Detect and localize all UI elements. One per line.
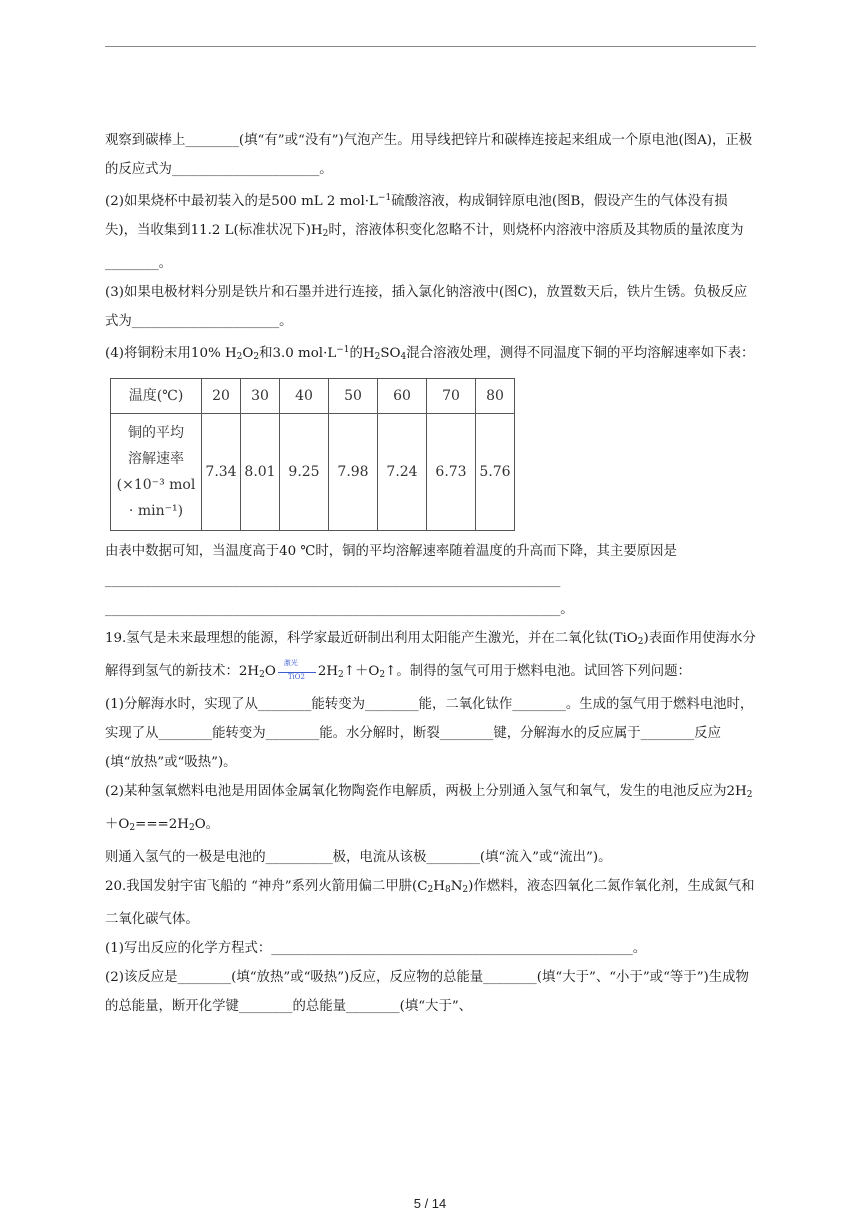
paragraph-q20-2: (2)该反应是________(填“放热”或“吸热”)反应，反应物的总能量________(填“大于”、“小于”或“等于”)生成物的总能量，断开化学键________的总能量________(填“大于”、 (105, 970, 749, 1014)
table-cell: 9.25 (280, 414, 329, 531)
paragraph-q19-2: (2)某种氢氧燃料电池是用固体金属氧化物陶瓷作电解质，两极上分别通入氢气和氧气，发生的电池反应为$2H_2+O_2===2H_2O$。 (105, 784, 753, 833)
table-cell: 5.76 (476, 414, 515, 531)
paragraph-q19: 19.氢气是未来最理想的能源，科学家最近研制出利用太阳能产生激光，并在二氧化钛(TiO$_2$)表面作用使海水分解得到氢气的新技术：$2H_2O$ 激光 TiO2 $2H_2↑+O_2↑$。制得的氢气可用于燃料电池。试回答下列问题： (105, 631, 756, 681)
table-cell: 60 (378, 379, 427, 414)
table-row-rate (111, 414, 515, 531)
paragraph-q19-1: (1)分解海水时，实现了从________能转变为________能，二氧化钛作________。生成的氢气用于燃料电池时，实现了从________能转变为________能。水分解时，断裂________键，分解海水的反应属于________反应(填“放热”或“吸热”)。 (105, 697, 754, 770)
paragraph-q18-2: (2)如果烧杯中最初装入的是500 mL 2 $mol\cdot L^{-1}$硫酸溶液，构成铜锌原电池(图B，假设产生的气体没有损失)，当收集到11.2 L(标准状况下)$H_2$时，溶液体积变化忽略不计，则烧杯内溶液中溶质及其物质的量浓度为________。 (105, 193, 744, 271)
table-cell: 6.73 (427, 414, 476, 531)
reaction-condition-arrow-icon: 激光 TiO2 (276, 665, 318, 679)
header-rule (105, 46, 756, 47)
paragraph-q18-conclusion: 由表中数据可知，当温度高于40 ℃时，铜的平均溶解速率随着温度的升高而下降，其主要原因是 (105, 544, 677, 559)
table-cell: 70 (427, 379, 476, 414)
dissolution-rate-table (110, 378, 515, 531)
table-header-temperature: 温度(℃) (111, 379, 202, 414)
table-cell: 20 (202, 379, 241, 414)
page-number: 5 / 14 (413, 1196, 447, 1211)
table-cell: 30 (241, 379, 280, 414)
table-header-rate: 铜的平均 溶解速率 (×10⁻³ mol · min⁻¹) (111, 414, 202, 531)
paragraph-q20: 20.我国发射宇宙飞船的 “神舟”系列火箭用偏二甲肼$(C_2H_8N_2)$作燃料，液态四氧化二氮作氧化剂，生成氮气和二氧化碳气体。 (105, 879, 755, 927)
answer-line: ____________________________________________________________________ (105, 573, 561, 588)
paragraph-q18-3: (3)如果电极材料分别是铁片和石墨并进行连接，插入氯化钠溶液中(图C)，放置数天后，铁片生锈。负极反应式为______________________。 (105, 285, 748, 329)
rate-table-container (110, 378, 756, 531)
answer-line: ____________________________________________________________________。 (105, 602, 574, 617)
table-cell: 40 (280, 379, 329, 414)
paragraph-q20-1: (1)写出反应的化学方程式：______________________________________________________。 (105, 941, 647, 956)
table-cell: 7.24 (378, 414, 427, 531)
table-cell: 7.34 (202, 414, 241, 531)
paragraph-q18-4: (4)将铜粉末用10% $H_2O_2$和3.0 $mol\cdot L^{-1}$的$H_2SO_4$混合溶液处理，测得不同温度下铜的平均溶解速率如下表： (105, 345, 755, 362)
table-cell: 7.98 (329, 414, 378, 531)
table-cell: 80 (476, 379, 515, 414)
page-content (105, 126, 756, 1021)
paragraph-q19-3: 则通入氢气的一极是电池的__________极，电流从该极________(填“流入”或“流出”)。 (105, 850, 612, 865)
table-cell: 8.01 (241, 414, 280, 531)
table-cell: 50 (329, 379, 378, 414)
table-row-temperature (111, 379, 515, 414)
paragraph-q18-intro: 观察到碳棒上________(填“有”或“没有”)气泡产生。用导线把锌片和碳棒连接起来组成一个原电池(图A)，正极的反应式为______________________。 (105, 133, 753, 177)
